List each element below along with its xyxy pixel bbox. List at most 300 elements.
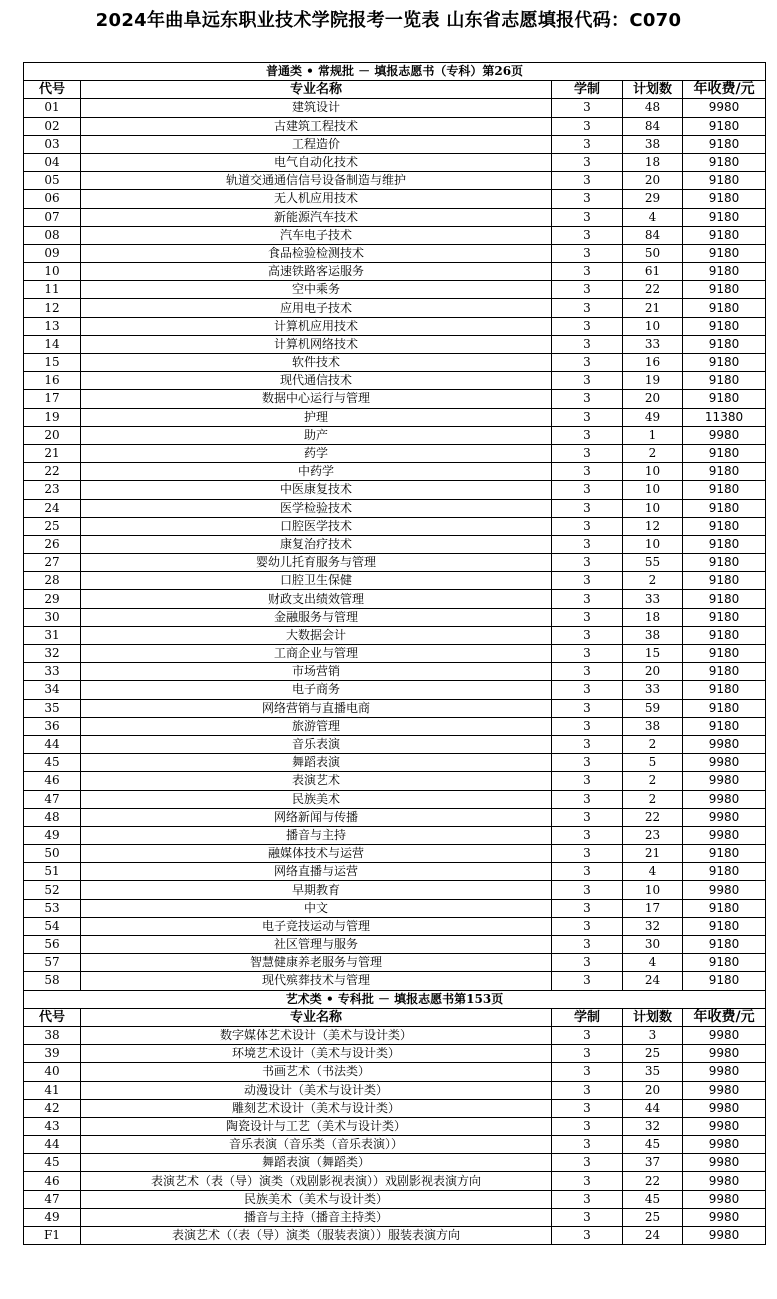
- major-name: 书画艺术（书法类）: [81, 1063, 552, 1081]
- annual-fee: 9180: [683, 208, 766, 226]
- plan-count: 49: [623, 408, 683, 426]
- major-code: 30: [24, 608, 81, 626]
- major-name: 播音与主持: [81, 826, 552, 844]
- table-row: [24, 1099, 766, 1117]
- study-years: 3: [552, 535, 623, 553]
- study-years: 3: [552, 917, 623, 935]
- table-row: [24, 481, 766, 499]
- major-code: 38: [24, 1026, 81, 1044]
- study-years: 3: [552, 790, 623, 808]
- plan-count: 1: [623, 426, 683, 444]
- table-row: [24, 1154, 766, 1172]
- major-code: 49: [24, 1208, 81, 1226]
- table-row: [24, 608, 766, 626]
- annual-fee: 9980: [683, 1136, 766, 1154]
- annual-fee: 9180: [683, 172, 766, 190]
- plan-count: 18: [623, 608, 683, 626]
- major-name: 中医康复技术: [81, 481, 552, 499]
- plan-count: 38: [623, 135, 683, 153]
- major-code: 49: [24, 826, 81, 844]
- section-title: 艺术类 • 专科批 － 填报志愿书第153页: [24, 990, 766, 1008]
- annual-fee: 9180: [683, 226, 766, 244]
- table-row: [24, 1117, 766, 1135]
- major-code: 03: [24, 135, 81, 153]
- table-row: [24, 1026, 766, 1044]
- major-code: 15: [24, 354, 81, 372]
- table-row: [24, 1172, 766, 1190]
- major-code: 46: [24, 1172, 81, 1190]
- plan-count: 4: [623, 208, 683, 226]
- study-years: 3: [552, 754, 623, 772]
- section-title: 普通类 • 常规批 － 填报志愿书（专科）第26页: [24, 63, 766, 81]
- table-row: [24, 899, 766, 917]
- table-row: [24, 172, 766, 190]
- major-code: 27: [24, 554, 81, 572]
- study-years: 3: [552, 226, 623, 244]
- study-years: 3: [552, 317, 623, 335]
- study-years: 3: [552, 263, 623, 281]
- major-name: 古建筑工程技术: [81, 117, 552, 135]
- study-years: 3: [552, 954, 623, 972]
- annual-fee: 9180: [683, 699, 766, 717]
- major-name: 电气自动化技术: [81, 153, 552, 171]
- major-code: 36: [24, 717, 81, 735]
- major-code: 40: [24, 1063, 81, 1081]
- study-years: 3: [552, 972, 623, 990]
- table-row: [24, 408, 766, 426]
- study-years: 3: [552, 863, 623, 881]
- major-code: 45: [24, 1154, 81, 1172]
- major-name: 助产: [81, 426, 552, 444]
- major-name: 环境艺术设计（美术与设计类）: [81, 1045, 552, 1063]
- study-years: 3: [552, 717, 623, 735]
- plan-count: 25: [623, 1045, 683, 1063]
- major-code: 21: [24, 444, 81, 462]
- major-code: 44: [24, 735, 81, 753]
- plan-count: 10: [623, 881, 683, 899]
- study-years: 3: [552, 1227, 623, 1245]
- major-name: 药学: [81, 444, 552, 462]
- annual-fee: 9980: [683, 1063, 766, 1081]
- annual-fee: 9980: [683, 881, 766, 899]
- table-row: [24, 1208, 766, 1226]
- plan-count: 38: [623, 626, 683, 644]
- plan-count: 55: [623, 554, 683, 572]
- annual-fee: 11380: [683, 408, 766, 426]
- table-row: [24, 754, 766, 772]
- plan-count: 22: [623, 281, 683, 299]
- annual-fee: 9980: [683, 1154, 766, 1172]
- study-years: 3: [552, 936, 623, 954]
- plan-count: 4: [623, 863, 683, 881]
- plan-count: 10: [623, 317, 683, 335]
- major-code: 19: [24, 408, 81, 426]
- plan-count: 2: [623, 444, 683, 462]
- major-code: 26: [24, 535, 81, 553]
- annual-fee: 9980: [683, 735, 766, 753]
- annual-fee: 9180: [683, 554, 766, 572]
- header-plan-count: 计划数: [623, 81, 683, 99]
- plan-count: 24: [623, 972, 683, 990]
- study-years: 3: [552, 1081, 623, 1099]
- major-name: 电子商务: [81, 681, 552, 699]
- plan-count: 22: [623, 1172, 683, 1190]
- plan-count: 2: [623, 572, 683, 590]
- major-code: 22: [24, 463, 81, 481]
- study-years: 3: [552, 554, 623, 572]
- study-years: 3: [552, 299, 623, 317]
- major-name: 新能源汽车技术: [81, 208, 552, 226]
- major-code: 09: [24, 244, 81, 262]
- major-name: 建筑设计: [81, 99, 552, 117]
- table-row: [24, 590, 766, 608]
- major-name: 网络营销与直播电商: [81, 699, 552, 717]
- study-years: 3: [552, 645, 623, 663]
- plan-count: 50: [623, 244, 683, 262]
- major-code: 01: [24, 99, 81, 117]
- major-name: 计算机应用技术: [81, 317, 552, 335]
- annual-fee: 9180: [683, 463, 766, 481]
- table-row: [24, 663, 766, 681]
- header-major-code: 代号: [24, 81, 81, 99]
- annual-fee: 9980: [683, 754, 766, 772]
- annual-fee: 9180: [683, 936, 766, 954]
- major-name: 工商企业与管理: [81, 645, 552, 663]
- study-years: 3: [552, 626, 623, 644]
- section-title-row: [24, 990, 766, 1008]
- table-row: [24, 1063, 766, 1081]
- plan-count: 2: [623, 790, 683, 808]
- table-row: [24, 517, 766, 535]
- major-name: 康复治疗技术: [81, 535, 552, 553]
- table-row: [24, 354, 766, 372]
- study-years: 3: [552, 1099, 623, 1117]
- annual-fee: 9180: [683, 917, 766, 935]
- plan-count: 2: [623, 735, 683, 753]
- plan-count: 23: [623, 826, 683, 844]
- major-code: 41: [24, 1081, 81, 1099]
- study-years: 3: [552, 608, 623, 626]
- study-years: 3: [552, 681, 623, 699]
- study-years: 3: [552, 1026, 623, 1044]
- plan-count: 12: [623, 517, 683, 535]
- major-name: 医学检验技术: [81, 499, 552, 517]
- major-name: 音乐表演（音乐类（音乐表演））: [81, 1136, 552, 1154]
- study-years: 3: [552, 1063, 623, 1081]
- plan-count: 20: [623, 663, 683, 681]
- major-name: 轨道交通通信信号设备制造与维护: [81, 172, 552, 190]
- study-years: 3: [552, 335, 623, 353]
- study-years: 3: [552, 117, 623, 135]
- major-name: 民族美术: [81, 790, 552, 808]
- annual-fee: 9980: [683, 99, 766, 117]
- study-years: 3: [552, 826, 623, 844]
- annual-fee: 9180: [683, 281, 766, 299]
- major-name: 护理: [81, 408, 552, 426]
- plan-count: 84: [623, 117, 683, 135]
- header-plan-count: 计划数: [623, 1008, 683, 1026]
- annual-fee: 9180: [683, 899, 766, 917]
- major-name: 中文: [81, 899, 552, 917]
- major-code: 39: [24, 1045, 81, 1063]
- major-name: 汽车电子技术: [81, 226, 552, 244]
- major-code: 08: [24, 226, 81, 244]
- plan-count: 33: [623, 681, 683, 699]
- major-name: 早期教育: [81, 881, 552, 899]
- table-row: [24, 426, 766, 444]
- major-code: 28: [24, 572, 81, 590]
- major-code: 17: [24, 390, 81, 408]
- annual-fee: 9980: [683, 1117, 766, 1135]
- major-name: 融媒体技术与运营: [81, 845, 552, 863]
- major-name: 智慧健康养老服务与管理: [81, 954, 552, 972]
- plan-count: 17: [623, 899, 683, 917]
- plan-count: 21: [623, 845, 683, 863]
- table-row: [24, 153, 766, 171]
- study-years: 3: [552, 808, 623, 826]
- plan-count: 59: [623, 699, 683, 717]
- major-name: 无人机应用技术: [81, 190, 552, 208]
- table-row: [24, 717, 766, 735]
- annual-fee: 9980: [683, 426, 766, 444]
- table-row: [24, 735, 766, 753]
- plan-count: 18: [623, 153, 683, 171]
- major-name: 中药学: [81, 463, 552, 481]
- plan-count: 45: [623, 1190, 683, 1208]
- study-years: 3: [552, 1136, 623, 1154]
- study-years: 3: [552, 1190, 623, 1208]
- table-row: [24, 281, 766, 299]
- annual-fee: 9180: [683, 335, 766, 353]
- study-years: 3: [552, 772, 623, 790]
- major-code: 34: [24, 681, 81, 699]
- annual-fee: 9180: [683, 444, 766, 462]
- table-row: [24, 917, 766, 935]
- admission-table: [23, 62, 766, 1245]
- annual-fee: 9180: [683, 863, 766, 881]
- header-annual-fee: 年收费/元: [683, 81, 766, 99]
- annual-fee: 9180: [683, 299, 766, 317]
- study-years: 3: [552, 281, 623, 299]
- plan-count: 10: [623, 499, 683, 517]
- major-name: 表演艺术（（表（导）演类（服装表演））服装表演方向: [81, 1227, 552, 1245]
- major-name: 工程造价: [81, 135, 552, 153]
- table-row: [24, 208, 766, 226]
- major-code: 54: [24, 917, 81, 935]
- plan-count: 20: [623, 1081, 683, 1099]
- major-name: 应用电子技术: [81, 299, 552, 317]
- major-code: 57: [24, 954, 81, 972]
- annual-fee: 9980: [683, 1081, 766, 1099]
- major-name: 婴幼儿托育服务与管理: [81, 554, 552, 572]
- header-major-name: 专业名称: [81, 1008, 552, 1026]
- major-name: 现代殡葬技术与管理: [81, 972, 552, 990]
- plan-count: 30: [623, 936, 683, 954]
- major-name: 财政支出绩效管理: [81, 590, 552, 608]
- major-name: 动漫设计（美术与设计类）: [81, 1081, 552, 1099]
- major-code: 51: [24, 863, 81, 881]
- major-code: 05: [24, 172, 81, 190]
- major-code: 24: [24, 499, 81, 517]
- study-years: 3: [552, 517, 623, 535]
- plan-count: 15: [623, 645, 683, 663]
- annual-fee: 9180: [683, 153, 766, 171]
- table-row: [24, 554, 766, 572]
- major-name: 食品检验检测技术: [81, 244, 552, 262]
- annual-fee: 9180: [683, 517, 766, 535]
- major-name: 网络新闻与传播: [81, 808, 552, 826]
- study-years: 3: [552, 1172, 623, 1190]
- annual-fee: 9180: [683, 354, 766, 372]
- table-row: [24, 936, 766, 954]
- major-code: 07: [24, 208, 81, 226]
- major-code: 25: [24, 517, 81, 535]
- section-title-row: [24, 63, 766, 81]
- major-code: 23: [24, 481, 81, 499]
- major-code: 42: [24, 1099, 81, 1117]
- table-row: [24, 881, 766, 899]
- major-code: 31: [24, 626, 81, 644]
- header-major-code: 代号: [24, 1008, 81, 1026]
- major-name: 计算机网络技术: [81, 335, 552, 353]
- study-years: 3: [552, 735, 623, 753]
- annual-fee: 9180: [683, 190, 766, 208]
- study-years: 3: [552, 208, 623, 226]
- annual-fee: 9980: [683, 1190, 766, 1208]
- plan-count: 48: [623, 99, 683, 117]
- major-code: 10: [24, 263, 81, 281]
- table-row: [24, 954, 766, 972]
- major-name: 陶瓷设计与工艺（美术与设计类）: [81, 1117, 552, 1135]
- major-code: 58: [24, 972, 81, 990]
- annual-fee: 9180: [683, 481, 766, 499]
- major-code: 47: [24, 790, 81, 808]
- major-name: 高速铁路客运服务: [81, 263, 552, 281]
- plan-count: 10: [623, 463, 683, 481]
- major-code: 13: [24, 317, 81, 335]
- study-years: 3: [552, 426, 623, 444]
- major-name: 播音与主持（播音主持类）: [81, 1208, 552, 1226]
- study-years: 3: [552, 153, 623, 171]
- table-row: [24, 972, 766, 990]
- plan-count: 29: [623, 190, 683, 208]
- major-code: 46: [24, 772, 81, 790]
- major-name: 舞蹈表演（舞蹈类）: [81, 1154, 552, 1172]
- major-name: 大数据会计: [81, 626, 552, 644]
- major-code: 12: [24, 299, 81, 317]
- table-row: [24, 790, 766, 808]
- major-code: 20: [24, 426, 81, 444]
- table-row: [24, 190, 766, 208]
- major-code: 43: [24, 1117, 81, 1135]
- major-code: 02: [24, 117, 81, 135]
- page-title: 2024年曲阜远东职业技术学院报考一览表 山东省志愿填报代码：C070: [95, 10, 682, 31]
- annual-fee: 9980: [683, 808, 766, 826]
- plan-count: 20: [623, 390, 683, 408]
- plan-count: 33: [623, 335, 683, 353]
- table-row: [24, 1045, 766, 1063]
- study-years: 3: [552, 899, 623, 917]
- major-name: 金融服务与管理: [81, 608, 552, 626]
- study-years: 3: [552, 481, 623, 499]
- major-name: 数字媒体艺术设计（美术与设计类）: [81, 1026, 552, 1044]
- table-row: [24, 699, 766, 717]
- annual-fee: 9180: [683, 663, 766, 681]
- major-name: 民族美术（美术与设计类）: [81, 1190, 552, 1208]
- annual-fee: 9180: [683, 572, 766, 590]
- major-code: 44: [24, 1136, 81, 1154]
- plan-count: 33: [623, 590, 683, 608]
- major-code: 29: [24, 590, 81, 608]
- table-row: [24, 117, 766, 135]
- table-row: [24, 626, 766, 644]
- annual-fee: 9180: [683, 499, 766, 517]
- table-row: [24, 499, 766, 517]
- study-years: 3: [552, 354, 623, 372]
- annual-fee: 9980: [683, 772, 766, 790]
- header-annual-fee: 年收费/元: [683, 1008, 766, 1026]
- major-name: 空中乘务: [81, 281, 552, 299]
- major-code: 16: [24, 372, 81, 390]
- annual-fee: 9180: [683, 608, 766, 626]
- major-code: 35: [24, 699, 81, 717]
- plan-count: 21: [623, 299, 683, 317]
- plan-count: 24: [623, 1227, 683, 1245]
- plan-count: 37: [623, 1154, 683, 1172]
- plan-count: 44: [623, 1099, 683, 1117]
- table-row: [24, 645, 766, 663]
- study-years: 3: [552, 99, 623, 117]
- annual-fee: 9180: [683, 972, 766, 990]
- annual-fee: 9180: [683, 681, 766, 699]
- table-row: [24, 1081, 766, 1099]
- major-name: 表演艺术: [81, 772, 552, 790]
- annual-fee: 9980: [683, 790, 766, 808]
- major-code: F1: [24, 1227, 81, 1245]
- major-code: 11: [24, 281, 81, 299]
- annual-fee: 9180: [683, 317, 766, 335]
- major-name: 舞蹈表演: [81, 754, 552, 772]
- study-years: 3: [552, 572, 623, 590]
- study-years: 3: [552, 699, 623, 717]
- table-row: [24, 681, 766, 699]
- header-study-years: 学制: [552, 81, 623, 99]
- plan-count: 20: [623, 172, 683, 190]
- plan-count: 3: [623, 1026, 683, 1044]
- study-years: 3: [552, 244, 623, 262]
- study-years: 3: [552, 190, 623, 208]
- plan-count: 5: [623, 754, 683, 772]
- annual-fee: 9180: [683, 845, 766, 863]
- annual-fee: 9180: [683, 645, 766, 663]
- table-row: [24, 1190, 766, 1208]
- study-years: 3: [552, 590, 623, 608]
- table-row: [24, 444, 766, 462]
- major-code: 56: [24, 936, 81, 954]
- plan-count: 4: [623, 954, 683, 972]
- annual-fee: 9980: [683, 1172, 766, 1190]
- plan-count: 10: [623, 535, 683, 553]
- major-name: 网络直播与运营: [81, 863, 552, 881]
- header-row: [24, 1008, 766, 1026]
- annual-fee: 9980: [683, 1099, 766, 1117]
- study-years: 3: [552, 663, 623, 681]
- table-row: [24, 463, 766, 481]
- major-code: 53: [24, 899, 81, 917]
- annual-fee: 9180: [683, 717, 766, 735]
- table-row: [24, 845, 766, 863]
- major-name: 表演艺术（表（导）演类（戏剧影视表演））戏剧影视表演方向: [81, 1172, 552, 1190]
